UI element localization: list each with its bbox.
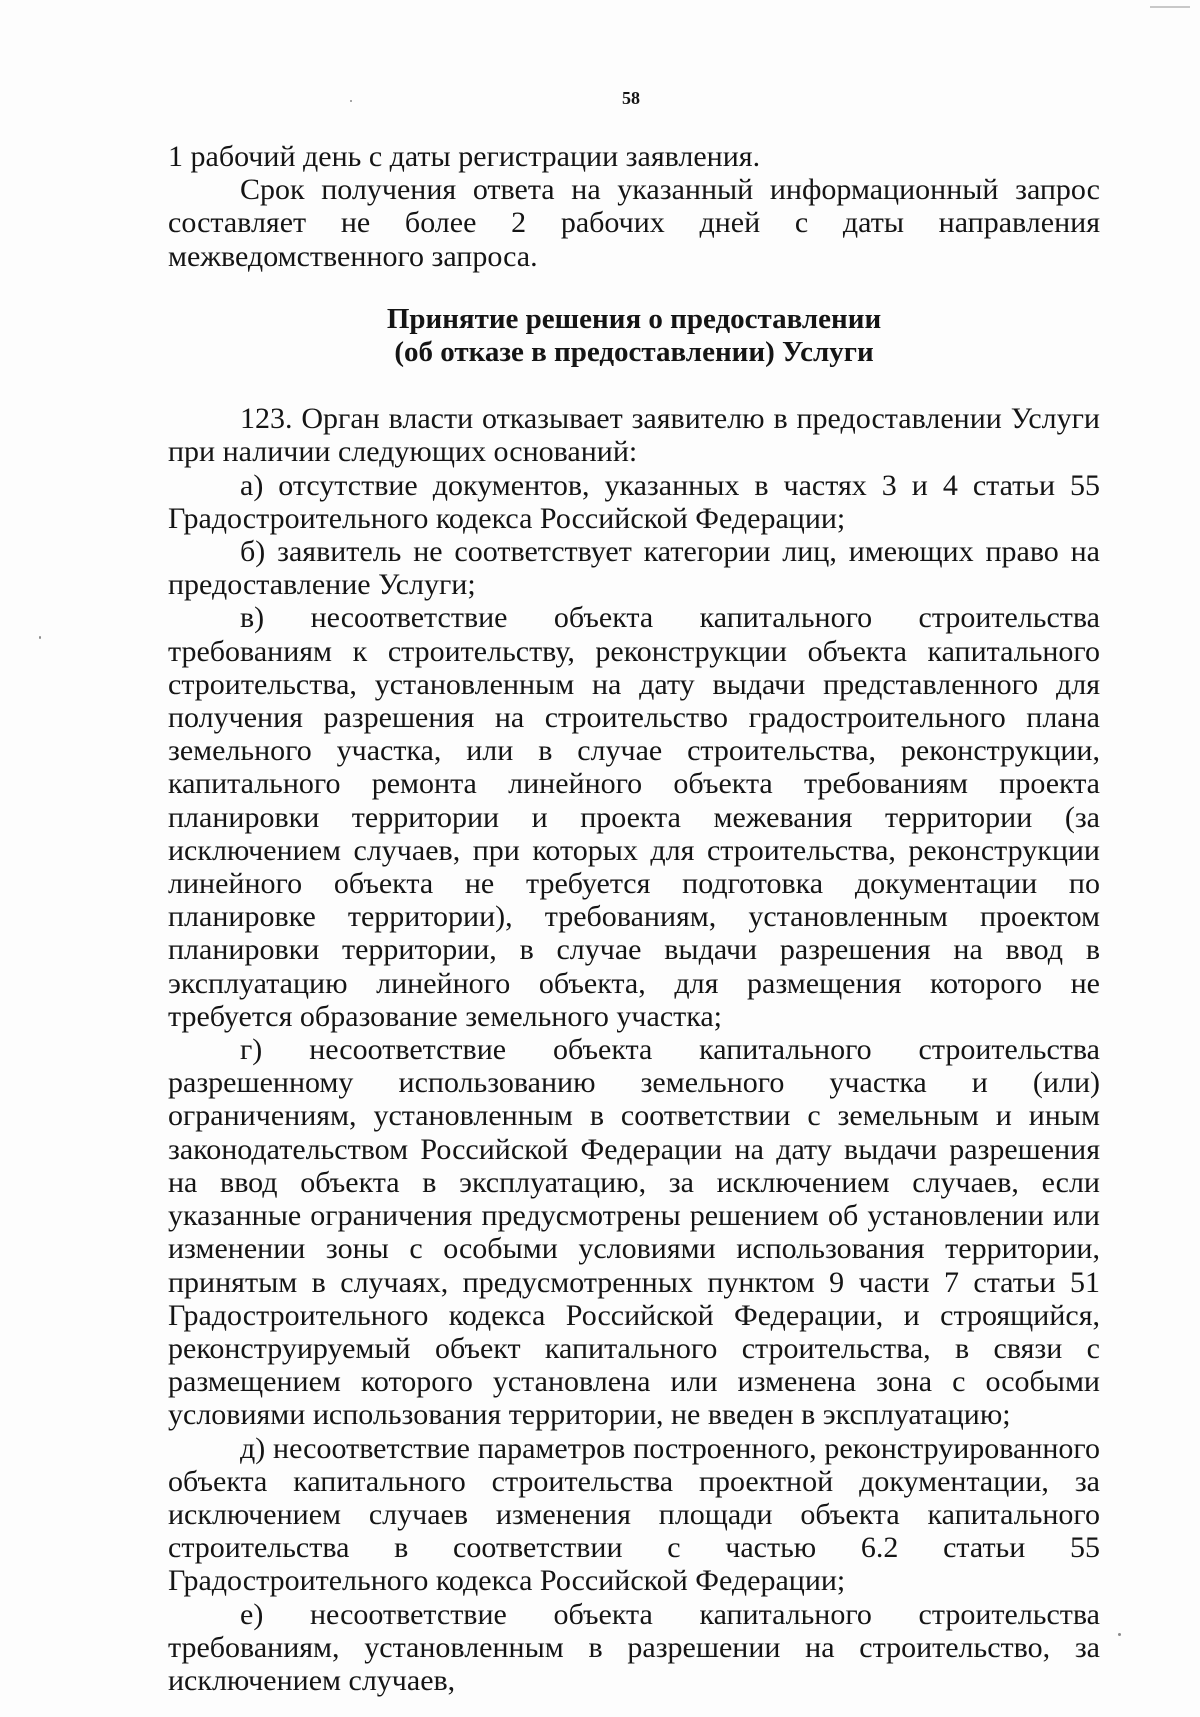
paragraph-item-123: 123. Орган власти отказывает заявителю в предоставлении Услуги при наличии следующих оснований:: [168, 402, 1100, 469]
scan-speck: [1118, 1633, 1121, 1636]
paragraph-subitem-b: б) заявитель не соответствует категории лиц, имеющих право на предоставление Услуги;: [168, 535, 1100, 602]
paragraph-subitem-e: е) несоответствие объекта капитального строительства требованиям, установленным в разрешении на строительство, за исключением случаев,: [168, 1597, 1100, 1697]
scan-speck: [350, 100, 352, 102]
page-number: 58: [622, 88, 640, 108]
paragraph-subitem-d: д) несоответствие параметров построенного, реконструированного объекта капитального строительства проектной документации, за исключением случаев изменения площади объекта капитального строительства в соответствии с частью 6.2 статьи 55 Градостроительного кодекса Российской Федерации;: [168, 1431, 1100, 1598]
section-heading: [168, 303, 1100, 369]
paragraph-subitem-a: а) отсутствие документов, указанных в частях 3 и 4 статьи 55 Градостроительного кодекса Российской Федерации;: [168, 468, 1100, 535]
paragraph-response-term: Срок получения ответа на указанный информационный запрос составляет не более 2 рабочих дней с даты направления межведомственного запроса.: [168, 173, 1100, 273]
section-heading-line-2: (об отказе в предоставлении) Услуги: [394, 336, 874, 369]
document-body: [168, 140, 1100, 1697]
paragraph-continuation: 1 рабочий день с даты регистрации заявления.: [168, 140, 761, 173]
scan-speck: [1150, 6, 1190, 8]
section-heading-line-1: Принятие решения о предоставлении: [386, 302, 882, 335]
paragraph-subitem-v: в) несоответствие объекта капитального строительства требованиям к строительству, реконструкции объекта капитального строительства, установленным на дату выдачи представленного для получения разрешения на строительство градостроительного плана земельного участка, или в случае строительства, реконструкции, капитального ремонта линейного объекта требованиям проекта планировки территории и проекта межевания территории (за исключением случаев, при которых для строительства, реконструкции линейного объекта не требуется подготовка документации по планировке территории), требованиям, установленным проектом планировки территории, в случае выдачи разрешения на ввод в эксплуатацию линейного объекта, для размещения которого не требуется образование земельного участка;: [168, 601, 1100, 1033]
paragraph-subitem-g: г) несоответствие объекта капитального строительства разрешенному использованию земельного участка и (или) ограничениям, установленным в соответствии с земельным и иным законодательством Российской Федерации на дату выдачи разрешения на ввод объекта в эксплуатацию, за исключением случаев, если указанные ограничения предусмотрены решением об установлении или изменении зоны с особыми условиями использования территории, принятым в случаях, предусмотренных пунктом 9 части 7 статьи 51 Градостроительного кодекса Российской Федерации, и строящийся, реконструируемый объект капитального строительства, в связи с размещением которого установлена или изменена зона с особыми условиями использования территории, не введен в эксплуатацию;: [168, 1033, 1100, 1432]
scan-speck: [39, 636, 41, 639]
